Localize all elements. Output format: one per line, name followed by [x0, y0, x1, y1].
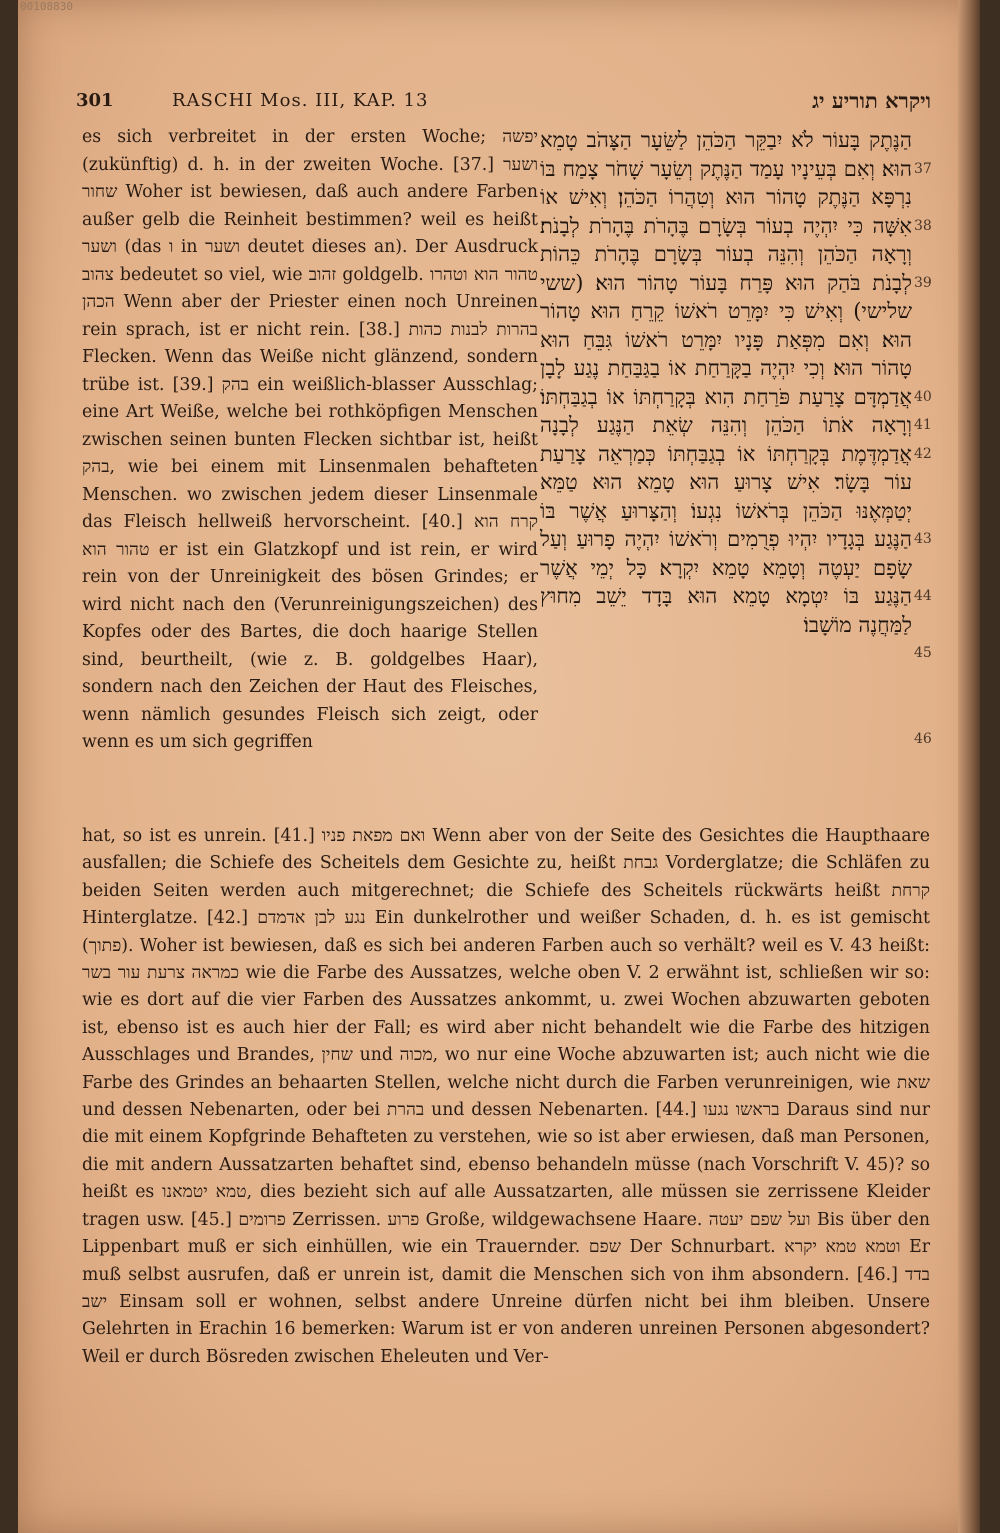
commentary-full-width	[82, 823, 930, 1371]
verse-number: 37	[914, 160, 932, 177]
verse-number: 38	[914, 217, 932, 234]
running-title: RASCHI Mos. III, KAP. 13	[172, 90, 429, 111]
verse-number: 41	[914, 417, 932, 433]
hebrew-running-title: ויקרא תוריע יג	[812, 88, 931, 113]
book-page	[18, 0, 980, 1533]
verse-number: 40	[914, 388, 932, 405]
verse-number: 42	[914, 445, 932, 462]
verse-number: 45	[914, 645, 932, 661]
page-edge	[958, 0, 980, 1533]
commentary-column	[82, 124, 538, 757]
verse-number: 43	[914, 531, 932, 547]
commentary-full-text: hat, so ist es unrein. [41.] ואם מפאת פניו Wenn aber von der Seite des Gesichtes die Haupthaare ausfallen; die Schiefe des Scheitels dem Gesichte zu, heißt גבחת Vorderglatze; die Schläfen zu beiden Seiten werden auch mitgerechnet; die Schiefe des Scheitels rückwärts heißt קרחת Hinterglatze. [42.] נגע לבן אדמדם Ein dunkelrother und weißer Schaden, d. h. es ist gemischt (פתוך). Woher ist bewiesen, daß es sich bei anderen Farben auch so verhält? weil es V. 43 heißt: כמראה צרעת עור בשר wie die Farbe des Aussatzes, welche oben V. 2 erwähnt ist, schließen wir so: wie es dort auf die vier Farben des Aussatzes ankommt, u. zwei Wochen abzuwarten geboten ist, ebenso ist es auch hier der Fall; es wird aber nicht behandelt wie die Farbe des hitzigen Ausschlages und Brandes, שחין und מכוה, wo nur eine Woche abzuwarten ist; auch nicht wie die Farbe des Grindes an behaarten Stellen, welche nicht durch die Farben verunreinigen, wie שאת und dessen Nebenarten, oder bei בהרת und dessen Nebenarten. [44.] בראשו נגעו Daraus sind nur die mit einem Kopfgrinde Behafteten zu verstehen, wie so ist aber erwiesen, daß man Personen, die mit andern Aussatzarten behaftet sind, ebenso behandeln müsse (nach Vorschrift V. 45)? so heißt es טמא יטמאנו, dies bezieht sich auf alle Aussatzarten, alle müssen sie zerrissene Kleider tragen usw. [45.] פרומים Zerrissen. פרוע Große, wildgewachsene Haare. ועל שפם יעטה Bis über den Lippenbart muß er sich einhüllen, wie ein Trauernder. שפם Der Schnurbart. וטמא טמא יקרא Er muß selbst ausrufen, daß er unrein ist, damit die Menschen sich von ihm absondern. [46.] בדד ישב Einsam soll er wohnen, selbst andere Unreine dürfen nicht bei ihm bleiben. Unsere Gelehrten in Erachin 16 bemerken: Warum ist er von anderen unreinen Personen abgesondert? Weil er durch Bösreden zwischen Eheleuten und Ver-	[82, 826, 931, 1367]
commentary-top-text: es sich verbreitet in der ersten Woche; יפשה (zukünftig) d. h. in der zweiten Woche. [37.] ושער שחור Woher ist bewiesen, daß auch andere Farben außer gelb die Reinheit bestimmen? weil es heißt ושער (das ו in ושער deutet dieses an). Der Ausdruck צהוב bedeutet so viel, wie זהוב goldgelb. טהור הוא וטהרו הכהן Wenn aber der Priester einen noch Unreinen rein sprach, ist er nicht rein. [38.] בהרות לבנות כהות Flecken. Wenn das Weiße nicht glänzend, sondern trübe ist. [39.] בהק ein weißlich-blasser Ausschlag; eine Art Weiße, welche bei rothköpfigen Menschen zwischen seinen bunten Flecken sichtbar ist, heißt בהק, wie bei einem mit Linsenmalen behafteten Menschen. wo zwischen jedem dieser Linsenmale das Fleisch hellweiß hervorscheint. [40.] קרח הוא טהור הוא er ist ein Glatzkopf und ist rein, er wird rein von der Unreinigkeit des bösen Grindes; er wird nicht nach den (Verunreinigungszeichen) des Kopfes oder des Bartes, die doch haarige Stellen sind, beurtheilt, (wie z. B. goldgelbes Haar), sondern nach den Zeichen der Haut des Fleisches, wenn nämlich gesundes Fleisch sich zeigt, oder wenn es um sich gegriffen	[82, 127, 539, 752]
page-number: 301	[76, 90, 114, 111]
verse-number: 46	[914, 730, 932, 747]
page-header	[76, 86, 931, 120]
scan-id: 00108830	[20, 0, 73, 13]
hebrew-verses: הַנֶּתֶק בָּעוֹר לֹא יִבַקֵּר הַכֹּהֵן לַשֵּׂעָר הַצָּהֹב טָמֵא הוּא׃ וְאִם בְּעֵינָיו עָמַד הַנֶּתֶק וְשֵׂעָר שָׁחֹר צָמַח בּוֹ נִרְפָּא הַנֶּתֶק טָהוֹר הוּא וְטִהֲרוֹ הַכֹּהֵן׃ וְאִישׁ אוֹ אִשָּׁה כִּי יִהְיֶה בְעוֹר בְּשָׂרָם בֶּהָרֹת בֶּהָרֹת לְבָנֹת׃ וְרָאָה הַכֹּהֵן וְהִנֵּה בְעוֹר בְּשָׂרָם בֶּהָרֹת כֵּהוֹת לְבָנֹת בֹּהַק הוּא פָּרַח בָּעוֹר טָהוֹר הוּא׃ (ששי שלישי) וְאִישׁ כִּי יִמָּרֵט רֹאשׁוֹ קֵרֵחַ הוּא טָהוֹר הוּא׃ וְאִם מִפְּאַת פָּנָיו יִמָּרֵט רֹאשׁוֹ גִּבֵּחַ הוּא טָהוֹר הוּא׃ וְכִי יִהְיֶה בַקָּרַחַת אוֹ בַגַּבַּחַת נֶגַע לָבָן אֲדַמְדָּם צָרַעַת פֹּרַחַת הִוא בְּקָרַחְתּוֹ אוֹ בְגַבַּחְתּוֹ׃ וְרָאָה אֹתוֹ הַכֹּהֵן וְהִנֵּה שְׂאֵת הַנֶּגַע לְבָנָה אֲדַמְדֶּמֶת בְּקָרַחְתּוֹ אוֹ בְגַבַּחְתּוֹ כְּמַרְאֵה צָרַעַת עוֹר בָּשָׂר׃ אִישׁ צָרוּעַ הוּא טָמֵא הוּא טַמֵּא יְטַמְּאֶנּוּ הַכֹּהֵן בְּרֹאשׁוֹ נִגְעוֹ׃ וְהַצָּרוּעַ אֲשֶׁר בּוֹ הַנֶּגַע בְּגָדָיו יִהְיוּ פְרֻמִים וְרֹאשׁוֹ יִהְיֶה פָרוּעַ וְעַל שָׂפָם יַעְטֶה וְטָמֵא טָמֵא יִקְרָא׃ כָּל יְמֵי אֲשֶׁר הַנֶּגַע בּוֹ יִטְמָא טָמֵא הוּא בָּדָד יֵשֵׁב מִחוּץ לַמַּחֲנֶה מוֹשָׁבוֹ׃	[540, 128, 912, 637]
verse-number: 39	[914, 274, 932, 291]
verse-number: 44	[914, 588, 932, 604]
hebrew-bible-text	[540, 126, 912, 639]
